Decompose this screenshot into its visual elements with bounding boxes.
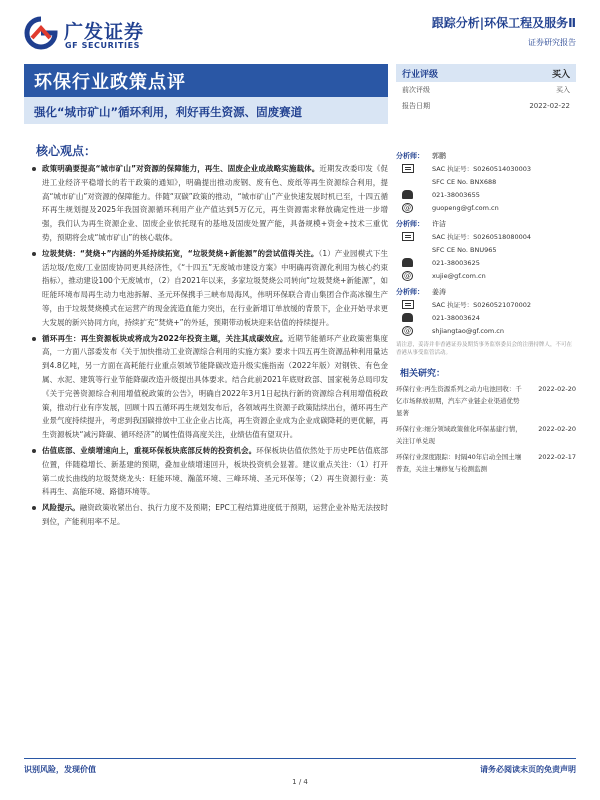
- title-banner: [24, 64, 388, 124]
- sidebar: [396, 150, 576, 479]
- bullet-icon: [32, 167, 36, 171]
- analyst-name-row: [396, 286, 576, 298]
- analyst-label: 分析师：: [396, 152, 424, 160]
- key-point-lead: 垃圾焚烧：“焚烧+”内涵的外延持续拓宽，“垃圾焚烧+新能源”的尝试值得关注。: [42, 248, 319, 258]
- related-research-title: 环保行业:再生资源系列之动力电池回收：千亿市场释放初期，汽车产业链企业渠道优势显著: [396, 385, 522, 417]
- previous-rating-label: 前次评级: [402, 86, 430, 94]
- analyst-label: 分析师：: [396, 220, 424, 228]
- bullet-icon: [32, 337, 36, 341]
- key-point-lead: 循环再生：再生资源板块或将成为2022年投资主题，关注其成碳效应。: [42, 333, 288, 343]
- related-research-title: 环保行业:细分领域政策催化环保基建行情，关注订单兑现: [396, 425, 522, 445]
- report-header: [432, 14, 576, 48]
- report-category: 跟踪分析|环保工程及服务Ⅱ: [431, 16, 576, 30]
- analyst-sfc: SFC CE No. BNU965: [432, 245, 497, 254]
- previous-rating-value: 买入: [556, 86, 570, 94]
- analyst-label: 分析师：: [396, 288, 424, 296]
- email-icon: @: [404, 203, 411, 212]
- analyst-phone: 021-38003625: [432, 258, 480, 267]
- related-research-title: 环保行业深度跟踪：时隔40年启动全国土壤普查，关注土壤修复与检测监测: [396, 453, 522, 473]
- analyst-disclaimer: 请注意，姜涛并非香港证券及期货事务监察委员会的注册持牌人，不可在香港从事受监管活动。: [396, 342, 573, 356]
- key-point-lead: 风险提示。: [42, 503, 80, 513]
- key-points-heading: 核心观点：: [36, 144, 97, 158]
- analyst-phone: 021-38003624: [432, 313, 480, 322]
- footer-disclaimer: 请务必阅读末页的免责声明: [480, 765, 576, 774]
- analyst-sac-row: [396, 298, 576, 311]
- analyst-sac: SAC 执证号：S0260521070002: [432, 301, 532, 309]
- analyst-email-row: [396, 324, 576, 337]
- gf-logo-icon: [24, 16, 58, 50]
- brand-name-en: GF SECURITIES: [65, 41, 141, 50]
- report-date-value: 2022-02-22: [529, 102, 570, 110]
- id-card-icon: [402, 300, 414, 309]
- analyst-sac-row: [396, 230, 576, 243]
- related-research-item[interactable]: [396, 423, 576, 447]
- page-number: 1 / 4: [292, 778, 308, 786]
- bullet-icon: [32, 449, 36, 453]
- analyst-name: 姜涛: [432, 288, 446, 296]
- key-point-paragraph: [32, 247, 388, 330]
- analyst-sfc-row: [396, 175, 576, 188]
- analyst-email[interactable]: shjiangtao@gf.com.cn: [432, 326, 505, 335]
- key-point-lead: 估值底部、业绩增速向上，重视环保板块底部反转的投资机会。: [42, 445, 257, 455]
- report-title: 环保行业政策点评: [34, 72, 186, 93]
- analyst-name-row: [396, 150, 576, 162]
- report-date-row: [396, 98, 576, 114]
- analyst-sfc-row: [396, 243, 576, 256]
- key-point-text: 近期节能循环产业政策密集度高，一方面八部委发布《关于加快推动工业资源综合利用的实施方案》要求十四五再生资源品种利用量达到4.8亿吨，另一方面在高耗能行业重点领域节能降碳改造升级实施指南（2022年版）对钢铁、有色金属、水泥、建筑等行业节能降碳改造升级提出具体要求。结合此前2021年底财政部、国家税务总局印发《关于完善资源综合利用增值税政策的公告》，明确自2022年3月1日起执行新的资源综合利用增值税政策，推动行业有序发展，回顾十四五循环再生规划发布后，各领域再生资源子政策陆续出台，循环再生产业景气度持续提升，考虑到我国碳排放中工业企业占比高，再生资源企业成为企业成碳降耗的更优解，再生资源板块“减污降碳、循环经济”的属性值得高度关注，业绩估值有望双升。: [42, 333, 389, 440]
- report-type: 证券研究报告: [528, 38, 576, 47]
- rating-value: 买入: [551, 69, 570, 80]
- brand-name-cn: 广发证券: [64, 21, 145, 43]
- report-date-label: 报告日期: [402, 102, 430, 110]
- footer-slogan: 识别风险，发现价值: [24, 765, 96, 774]
- brand-logo: [24, 14, 174, 54]
- analyst-card: [396, 150, 576, 214]
- email-icon: @: [404, 326, 411, 335]
- analyst-sac: SAC 执证号：S0260514030003: [432, 165, 532, 173]
- analyst-email-row: [396, 201, 576, 214]
- analyst-email[interactable]: guopeng@gf.com.cn: [432, 203, 499, 212]
- related-research-item[interactable]: [396, 383, 576, 419]
- bullet-icon: [32, 506, 36, 510]
- key-point-paragraph: [32, 501, 388, 529]
- analyst-email[interactable]: xujie@gf.com.cn: [432, 271, 486, 280]
- related-research-item[interactable]: [396, 451, 576, 475]
- report-subtitle: 强化“城市矿山”循环利用，利好再生资源、固废赛道: [24, 97, 388, 124]
- phone-icon: [402, 313, 413, 322]
- key-point-paragraph: [32, 162, 388, 245]
- phone-icon: [402, 258, 413, 267]
- analyst-phone: 021-38003655: [432, 190, 480, 199]
- key-point-text: （1）产业园模式下生活垃圾/危废/工业固废协同更具经济性，《“十四五”无废城市建设方案》中明确再资源化利用为核心约束指标），推动建设100个无废城市，（2）自2021年以来，多家垃圾焚烧公司转向“垃圾焚烧+新能源”，如旺能环境布局再生动力电池拆解、圣元环保携手三峡布局海风，伟明环保联合青山集团合作高冰镍生产等，由于垃圾焚烧模式在运营产的现金流造血能力突出，在行业新增订单放缓的背景下，企业开始寻求更大发展的新兴协同方向，持续扩充“焚烧+”的外延，预期带动板块迎来估值的持续提升。: [42, 248, 388, 327]
- key-point-text: 融资政策收紧出台、执行力度不及预期；EPC工程结算进度低于预期，运营企业补贴无法按时到位，产能利用率不足。: [42, 503, 389, 526]
- key-point-lead: 政策明确要提高“城市矿山”对资源的保障能力，再生、固废企业成战略实施载体。: [42, 164, 320, 173]
- analyst-phone-row: [396, 188, 576, 201]
- key-point-paragraph: [32, 332, 388, 442]
- related-research-date: 2022-02-20: [538, 425, 576, 433]
- id-card-icon: [402, 164, 414, 173]
- analyst-phone-row: [396, 311, 576, 324]
- footer-divider: [24, 758, 576, 759]
- analyst-name: 郭鹏: [432, 152, 446, 160]
- rating-header: [396, 64, 576, 82]
- analyst-card: [396, 218, 576, 282]
- analyst-sac: SAC 执证号：S0260518080004: [432, 233, 532, 241]
- analyst-name-row: [396, 218, 576, 230]
- analyst-card: [396, 286, 576, 337]
- related-research-date: 2022-02-20: [538, 385, 576, 393]
- analyst-phone-row: [396, 256, 576, 269]
- analyst-sac-row: [396, 162, 576, 175]
- related-research-date: 2022-02-17: [538, 453, 576, 461]
- previous-rating-row: [396, 82, 576, 98]
- related-research-heading: 相关研究：: [400, 369, 446, 379]
- analyst-email-row: [396, 269, 576, 282]
- id-card-icon: [402, 232, 414, 241]
- key-point-text: 近期发改委印发《促进工业经济平稳增长的若干政策的通知》，明确提出推动废钢、废有色、废纸等再生资源综合利用，提高“城市矿山”对资源的保障能力。伴随“双碳”政策的推动，“城市矿山”产业快速发展时机已至，十四五循环再生规划提及2025年我国资源循环利用产业产值达到5万亿元，再生资源需求释放确定性进一步增强，我们认为再生资源企业、固废企业依托现有的基地及固废处置产能，具备规模+资金+技术三重优势，预期将会成“城市矿山”的核心载体。: [42, 164, 388, 242]
- analyst-sfc: SFC CE No. BNX688: [432, 177, 497, 186]
- bullet-icon: [32, 252, 36, 256]
- phone-icon: [402, 190, 413, 199]
- rating-panel: [396, 64, 576, 124]
- key-points-body: [32, 162, 388, 531]
- key-point-text: 环保板块估值依然处于历史PE估值底部位置，伴随稳增长、新基建的预期，叠加业绩增速回升，板块投资机会显著。建议重点关注：（1）打开第二成长曲线的垃圾焚烧龙头：旺能环境、瀚蓝环境、三峰环境、圣元环保等；（2）再生资源行业：英科再生、高能环境、路德环境等。: [42, 445, 389, 497]
- key-point-paragraph: [32, 444, 388, 499]
- email-icon: @: [404, 271, 411, 280]
- analyst-name: 许洁: [432, 220, 446, 228]
- rating-label: 行业评级: [402, 69, 439, 80]
